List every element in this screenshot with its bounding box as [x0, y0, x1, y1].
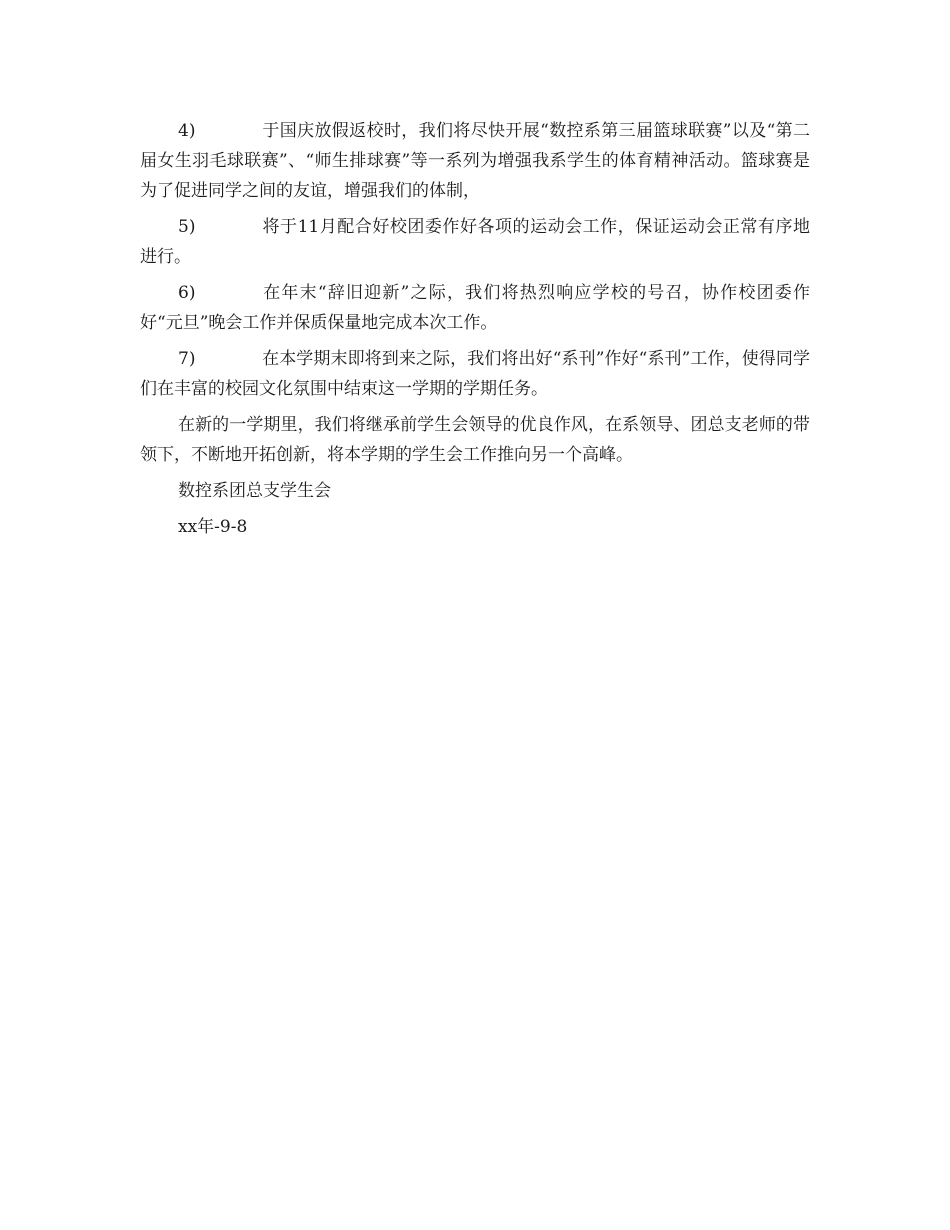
- list-item-4: [140, 116, 810, 206]
- item-number: 6): [178, 283, 196, 303]
- signature-org: 数控系团总支学生会: [178, 481, 331, 501]
- item-number: 4): [178, 121, 196, 141]
- list-item-7: [140, 344, 810, 404]
- closing-paragraph: 在新的一学期里，我们将继承前学生会领导的优良作风，在系领导、团总支老师的带领下，不断地开拓创新，将本学期的学生会工作推向另一个高峰。: [140, 415, 810, 465]
- list-item-6: [140, 278, 810, 338]
- item-text: 在本学期末即将到来之际，我们将出好“系刊”作好“系刊”工作，使得同学们在丰富的校园文化氛围中结束这一学期的学期任务。: [140, 349, 810, 399]
- list-item-5: [140, 212, 810, 272]
- item-number: 5): [178, 217, 196, 237]
- item-number: 7): [178, 349, 196, 369]
- document-body: [140, 116, 810, 548]
- item-text: 于国庆放假返校时，我们将尽快开展“数控系第三届篮球联赛”以及“第二届女生羽毛球联赛”、“师生排球赛”等一系列为增强我系学生的体育精神活动。篮球赛是为了促进同学之间的友谊，增强我们的体制，: [140, 121, 810, 201]
- signature-date: xx年-9-8: [178, 517, 248, 537]
- item-text: 将于11月配合好校团委作好各项的运动会工作，保证运动会正常有序地进行。: [140, 217, 810, 267]
- item-text: 在年末“辞旧迎新”之际，我们将热烈响应学校的号召，协作校团委作好“元旦”晚会工作并保质保量地完成本次工作。: [140, 283, 810, 333]
